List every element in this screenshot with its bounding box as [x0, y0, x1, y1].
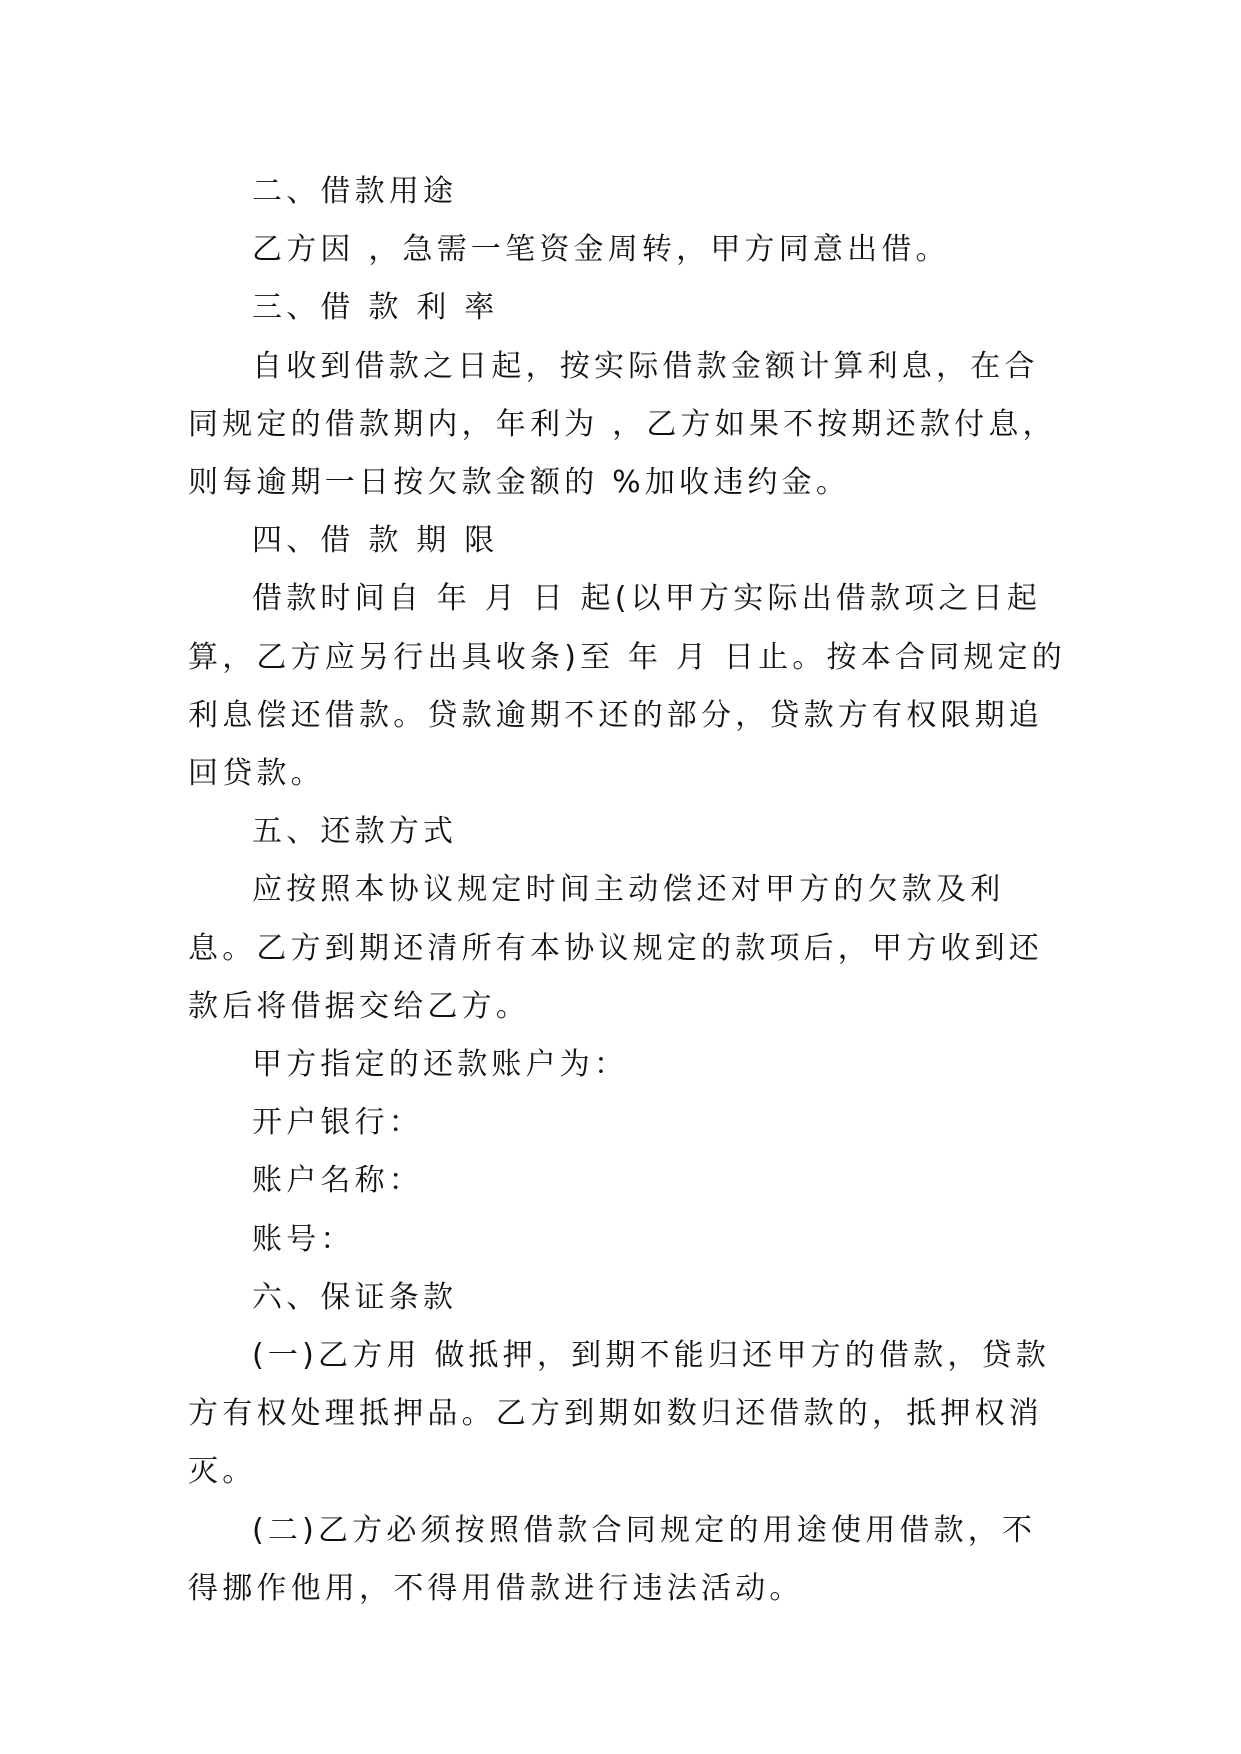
- paragraph-term: 借款时间自 年 月 日 起(以甲方实际出借款项之日起算，乙方应另行出具收条)至 年 月 日止。按本合同规定的利息偿还借款。贷款逾期不还的部分，贷款方有权限期追回贷款。: [188, 581, 1066, 792]
- section-heading-guarantee: 六、保证条款: [252, 1279, 458, 1315]
- section-heading-repayment: 五、还款方式: [252, 814, 458, 850]
- field-account-number: 账号：: [252, 1221, 355, 1257]
- paragraph-interest: 自收到借款之日起，按实际借款金额计算利息，在合同规定的借款期内，年利为 ，乙方如果不按期还款付息，则每逾期一日按欠款金额的 %加收违约金。: [188, 348, 1057, 501]
- paragraph-guarantee-2: (二)乙方必须按照借款合同规定的用途使用借款，不得挪作他用，不得用借款进行违法活动。: [188, 1512, 1037, 1606]
- section-heading-purpose: 二、借款用途: [252, 174, 458, 209]
- field-bank: 开户银行：: [252, 1105, 423, 1141]
- paragraph-account-intro: 甲方指定的还款账户为：: [252, 1047, 629, 1083]
- document-body: [188, 163, 1068, 1618]
- section-heading-term: 四、借 款 期 限: [252, 523, 499, 559]
- field-account-name: 账户名称：: [252, 1163, 423, 1199]
- paragraph-repayment: 应按照本协议规定时间主动偿还对甲方的欠款及利息。乙方到期还清所有本协议规定的款项后，甲方收到还款后将借据交给乙方。: [188, 872, 1043, 1024]
- paragraph-purpose: 乙方因 ，急需一笔资金周转，甲方同意出借。: [252, 232, 950, 268]
- paragraph-guarantee-1: (一)乙方用 做抵押，到期不能归还甲方的借款，贷款方有权处理抵押品。乙方到期如数归还借款的，抵押权消灭。: [188, 1338, 1050, 1490]
- section-heading-interest: 三、借 款 利 率: [252, 290, 499, 326]
